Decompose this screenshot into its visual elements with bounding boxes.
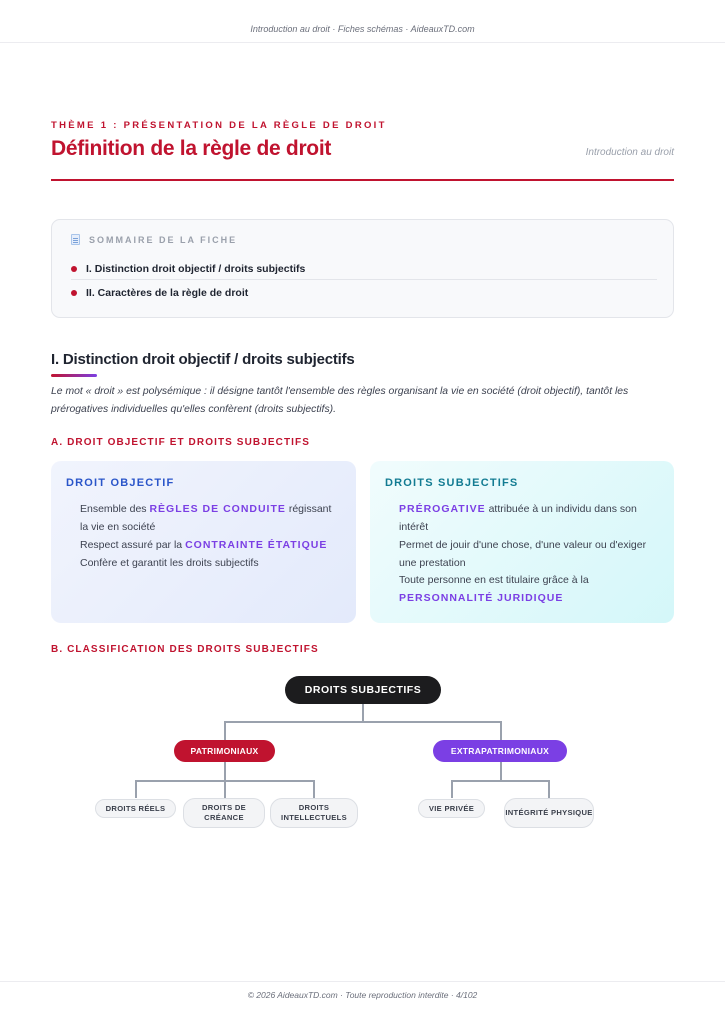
text: Toute personne en est titulaire grâce à la	[399, 574, 589, 586]
page-title: Définition de la règle de droit	[51, 137, 332, 160]
card-line: Permet de jouir d'une chose, d'une valeur ou d'exiger une prestation	[399, 539, 647, 569]
page-header	[0, 0, 725, 43]
tree-node-patrimoniaux: PATRIMONIAUX	[174, 740, 275, 762]
tree-leaf: DROITS DE CRÉANCE	[183, 798, 265, 828]
tree-leaf: VIE PRIVÉE	[418, 799, 485, 818]
card-droits-subjectifs	[370, 461, 674, 623]
card-droit-objectif	[51, 461, 356, 623]
header-text: Introduction au droit · Fiches schémas · AideauxTD.com	[250, 24, 475, 34]
text: Respect assuré par la	[80, 539, 186, 551]
card-line	[399, 501, 661, 536]
tree-connector	[224, 721, 501, 723]
title-divider	[51, 179, 674, 181]
toc-item-label[interactable]: II. Caractères de la règle de droit	[86, 287, 249, 299]
tree-connector	[313, 780, 315, 798]
tree-connector	[500, 761, 502, 781]
toc-heading	[71, 234, 237, 245]
toc-item-section-2[interactable]	[71, 285, 657, 301]
card-line	[80, 501, 342, 536]
section-1-heading: I. Distinction droit objectif / droits subjectifs	[51, 351, 355, 368]
tree-node-extrapatrimoniaux: EXTRAPATRIMONIAUX	[433, 740, 567, 762]
card-title: DROIT OBJECTIF	[66, 477, 175, 489]
heading-accent-bar	[51, 374, 97, 377]
footer-text: © 2026 AideauxTD.com · Toute reproduction interdite · 4/102	[247, 990, 478, 1000]
tree-root-node: DROITS SUBJECTIFS	[285, 676, 441, 704]
tree-connector	[548, 780, 550, 798]
highlight-term: PERSONNALITÉ JURIDIQUE	[399, 591, 564, 604]
card-title: DROITS SUBJECTIFS	[385, 477, 519, 489]
tree-connector	[451, 780, 549, 782]
page-footer	[0, 981, 725, 1024]
text: attribuée à un individu dans son intérêt	[399, 503, 637, 533]
card-line	[80, 537, 342, 555]
toc-heading-label: SOMMAIRE DE LA FICHE	[89, 234, 238, 245]
tree-connector	[224, 721, 226, 741]
text: Ensemble des	[80, 503, 150, 515]
theme-label: THÈME 1 : PRÉSENTATION DE LA RÈGLE DE DROIT	[51, 120, 387, 131]
highlight-term: CONTRAINTE ÉTATIQUE	[185, 539, 328, 551]
classification-tree	[0, 670, 725, 840]
table-of-contents	[51, 219, 674, 318]
highlight-term: PRÉROGATIVE	[399, 503, 486, 515]
subject-label: Introduction au droit	[585, 147, 674, 158]
text: régissant la vie en société	[80, 503, 332, 533]
tree-connector	[224, 780, 226, 798]
tree-connector	[224, 761, 226, 781]
tree-connector	[135, 780, 137, 798]
highlight-term: RÈGLES DE CONDUITE	[149, 503, 286, 515]
tree-connector	[362, 704, 364, 722]
tree-connector	[500, 721, 502, 741]
bullet-icon	[71, 290, 77, 296]
section-intro: Le mot « droit » est polysémique : il désigne tantôt l'ensemble des règles organisant la vie en société (droit objectif), tantôt les prérogatives individuelles qu'elles confèrent (droits subjectifs).	[51, 386, 629, 415]
tree-leaf: DROITS INTELLECTUELS	[270, 798, 358, 828]
document-icon	[71, 234, 80, 245]
toc-item-label[interactable]: I. Distinction droit objectif / droits subjectifs	[86, 262, 306, 275]
toc-item-section-1[interactable]	[71, 262, 657, 280]
tree-leaf: DROITS RÉELS	[95, 799, 176, 818]
card-line	[399, 572, 661, 607]
card-line: Confère et garantit les droits subjectifs	[80, 557, 259, 569]
tree-leaf: INTÉGRITÉ PHYSIQUE	[504, 798, 594, 828]
subsection-a-heading: A. DROIT OBJECTIF ET DROITS SUBJECTIFS	[51, 437, 311, 448]
tree-connector	[451, 780, 453, 798]
subsection-b-heading: B. CLASSIFICATION DES DROITS SUBJECTIFS	[51, 644, 319, 655]
bullet-icon	[71, 266, 77, 272]
